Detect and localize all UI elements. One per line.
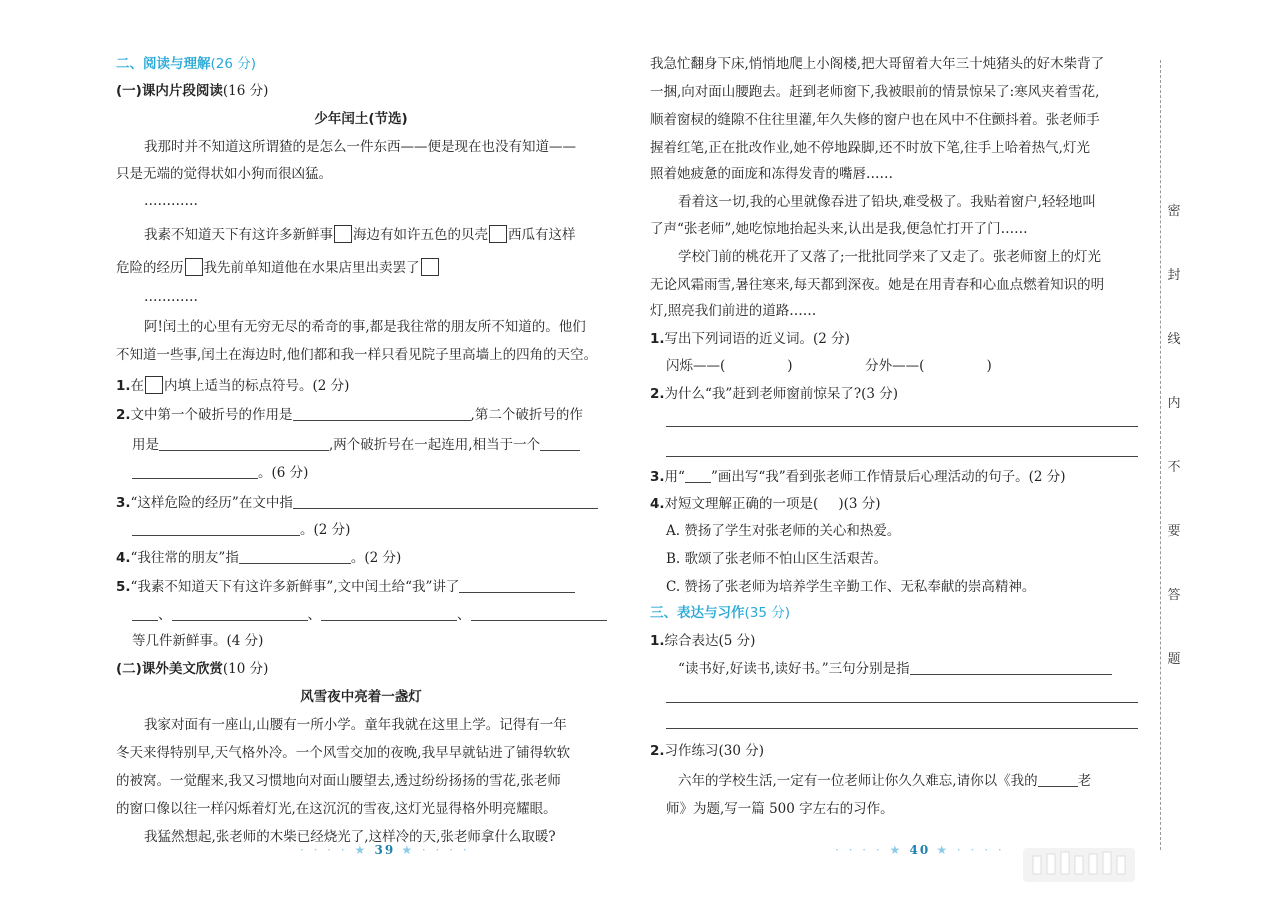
passage-line: 我家对面有一座山,山腰有一所小学。童年我就在这里上学。记得有一年 <box>144 717 567 733</box>
answer-blank[interactable] <box>321 606 457 621</box>
passage-line: 不知道一些事,闰土在海边时,他们都和我一样只看见院子里高墙上的四角的天空。 <box>116 347 598 363</box>
answer-box[interactable] <box>145 376 163 394</box>
answer-blank[interactable] <box>239 549 351 564</box>
passage-line: 我猛然想起,张老师的木柴已经烧光了,这样冷的天,张老师拿什么取暖? <box>144 829 556 845</box>
passage-line: 我急忙翻身下床,悄悄地爬上小阁楼,把大哥留着大年三十炖猪头的好木柴背了 <box>650 56 1105 72</box>
expression-1: 1.综合表达(5 分) <box>650 633 756 649</box>
option-c: C. 赞扬了张老师为培养学生辛勤工作、无私奉献的崇高精神。 <box>666 579 1036 595</box>
story-2-title: 风雪夜中亮着一盏灯 <box>300 689 422 705</box>
passage-line: 一捆,向对面山腰跑去。赶到老师窗下,我被眼前的情景惊呆了:寒风夹着雪花, <box>650 84 1100 100</box>
left-page <box>116 0 606 905</box>
question-3: 3.“这样危险的经历”在文中指 <box>116 494 598 512</box>
answer-blank[interactable] <box>910 660 1112 675</box>
answer-blank[interactable] <box>540 436 580 451</box>
question-1: 1.在 内填上适当的标点符号。(2 分) <box>116 378 350 394</box>
answer-blank[interactable] <box>172 606 308 621</box>
question-2-end: 。(6 分) <box>132 464 308 482</box>
passage-line: 握着红笔,正在批改作业,她不停地跺脚,还不时放下笔,往手上哈着热气,灯光 <box>650 140 1090 156</box>
answer-box[interactable] <box>334 225 352 243</box>
expression-1-prompt: “读书好,好读书,读好书。”三句分别是指 <box>650 660 1112 678</box>
answer-blank[interactable] <box>471 606 607 621</box>
answer-blank[interactable] <box>132 464 258 479</box>
answer-line[interactable] <box>666 456 1138 457</box>
writing-prompt-cont: 师》为题,写一篇 500 字左右的习作。 <box>666 801 894 817</box>
passage-line: 冬天来得特别早,天气格外冷。一个风雪交加的夜晚,我早早就钻进了铺得软软 <box>116 745 571 761</box>
option-a: A. 赞扬了学生对张老师的关心和热爱。 <box>666 523 901 539</box>
question-4: 4.对短文理解正确的一项是( )(3 分) <box>650 496 881 512</box>
passage-line: 无论风霜雨雪,暑往寒来,每天都到深夜。她是在用青春和心血点燃着知识的明 <box>650 277 1105 293</box>
passage-line: 照着她疲惫的面庞和冻得发青的嘴唇…… <box>650 166 893 182</box>
page-number-left: · · · · ★ 39 ★ · · · · <box>300 843 470 857</box>
passage-line: 学校门前的桃花开了又落了;一批批同学来了又走了。张老师窗上的灯光 <box>678 249 1102 265</box>
answer-blank[interactable] <box>132 606 158 621</box>
answer-line[interactable] <box>666 426 1138 427</box>
seal-line-text: 密 封 线 内 不 要 答 题 <box>1167 204 1181 667</box>
passage-line: 看着这一切,我的心里就像吞进了铅块,难受极了。我贴着窗户,轻轻地叫 <box>678 194 1096 210</box>
passage-line: 顺着窗棂的缝隙不住往里灌,年久失修的窗户也在风中不住颤抖着。张老师手 <box>650 112 1100 128</box>
answer-line[interactable] <box>666 728 1138 729</box>
answer-box[interactable] <box>421 258 439 276</box>
part-1-heading: (一)课内片段阅读(16 分) <box>116 83 269 99</box>
writing-prompt: 六年的学校生活,一定有一位老师让你久久难忘,请你以《我的 老 <box>678 773 1092 789</box>
passage-line: 的窗口像以往一样闪烁着灯光,在这沉沉的雪夜,这灯光显得格外明亮耀眼。 <box>116 801 557 817</box>
answer-blank[interactable] <box>1038 772 1078 787</box>
right-page <box>650 0 1140 905</box>
passage-line: 阿!闰土的心里有无穷无尽的希奇的事,都是我往常的朋友所不知道的。他们 <box>144 319 586 335</box>
question-2: 2.为什么“我”赶到老师窗前惊呆了?(3 分) <box>650 386 898 402</box>
question-1: 1.写出下列词语的近义词。(2 分) <box>650 331 850 347</box>
section-3-heading: 三、表达与习作(35 分) <box>650 605 791 621</box>
passage-line: 危险的经历 我先前单知道他在水果店里出卖罢了 <box>116 258 440 277</box>
underline-sample <box>685 468 711 483</box>
passage-line: 灯,照亮我们前进的道路…… <box>650 303 817 319</box>
answer-blank[interactable] <box>293 406 471 421</box>
part-2-heading: (二)课外美文欣赏(10 分) <box>116 661 269 677</box>
question-3: 3.用“ ”画出写“我”看到张老师工作情景后心理活动的句子。(2 分) <box>650 469 1066 485</box>
passage-line: 我素不知道天下有这许多新鲜事 海边有如许五色的贝壳 西瓜有这样 <box>144 227 576 243</box>
question-2: 2.文中第一个破折号的作用是 ,第二个破折号的作 <box>116 407 583 423</box>
option-b: B. 歌颂了张老师不怕山区生活艰苦。 <box>666 551 888 567</box>
passage-line: 我那时并不知道这所谓猹的是怎么一件东西——便是现在也没有知道—— <box>144 139 576 155</box>
seal-line <box>1160 60 1161 850</box>
ellipsis: ………… <box>144 193 198 209</box>
question-4: 4.“我往常的朋友”指 。(2 分) <box>116 550 402 566</box>
page-number-right: · · · · ★ 40 ★ · · · · <box>835 843 1005 857</box>
passage-line: 只是无端的觉得状如小狗而很凶猛。 <box>116 166 332 182</box>
question-5-blanks: 、 、 、 <box>132 606 607 624</box>
answer-line[interactable] <box>666 702 1138 703</box>
answer-blank[interactable] <box>459 578 575 593</box>
answer-blank[interactable] <box>132 521 300 536</box>
answer-blank[interactable] <box>293 494 598 509</box>
question-1-words: 闪烁——( ) 分外——( ) <box>666 358 992 374</box>
passage-line: 了声“张老师”,她吃惊地抬起头来,认出是我,便急忙打开了门…… <box>650 221 1028 237</box>
watermark-logo <box>1023 848 1135 882</box>
question-5-end: 等几件新鲜事。(4 分) <box>132 633 264 649</box>
passage-line: 的被窝。一觉醒来,我又习惯地向对面山腰望去,透过纷纷扬扬的雪花,张老师 <box>116 773 561 789</box>
expression-2: 2.习作练习(30 分) <box>650 743 765 759</box>
question-2-cont: 用是 ,两个破折号在一起连用,相当于一个 <box>132 436 580 454</box>
question-3-end: 。(2 分) <box>132 521 350 539</box>
answer-box[interactable] <box>489 225 507 243</box>
answer-box[interactable] <box>185 258 203 276</box>
story-1-title: 少年闰土(节选) <box>314 111 408 127</box>
ellipsis: ………… <box>144 289 198 305</box>
question-5: 5.“我素不知道天下有这许多新鲜事”,文中闰土给“我”讲了 <box>116 578 575 596</box>
answer-blank[interactable] <box>159 436 329 451</box>
section-2-heading: 二、阅读与理解(26 分) <box>116 56 257 72</box>
